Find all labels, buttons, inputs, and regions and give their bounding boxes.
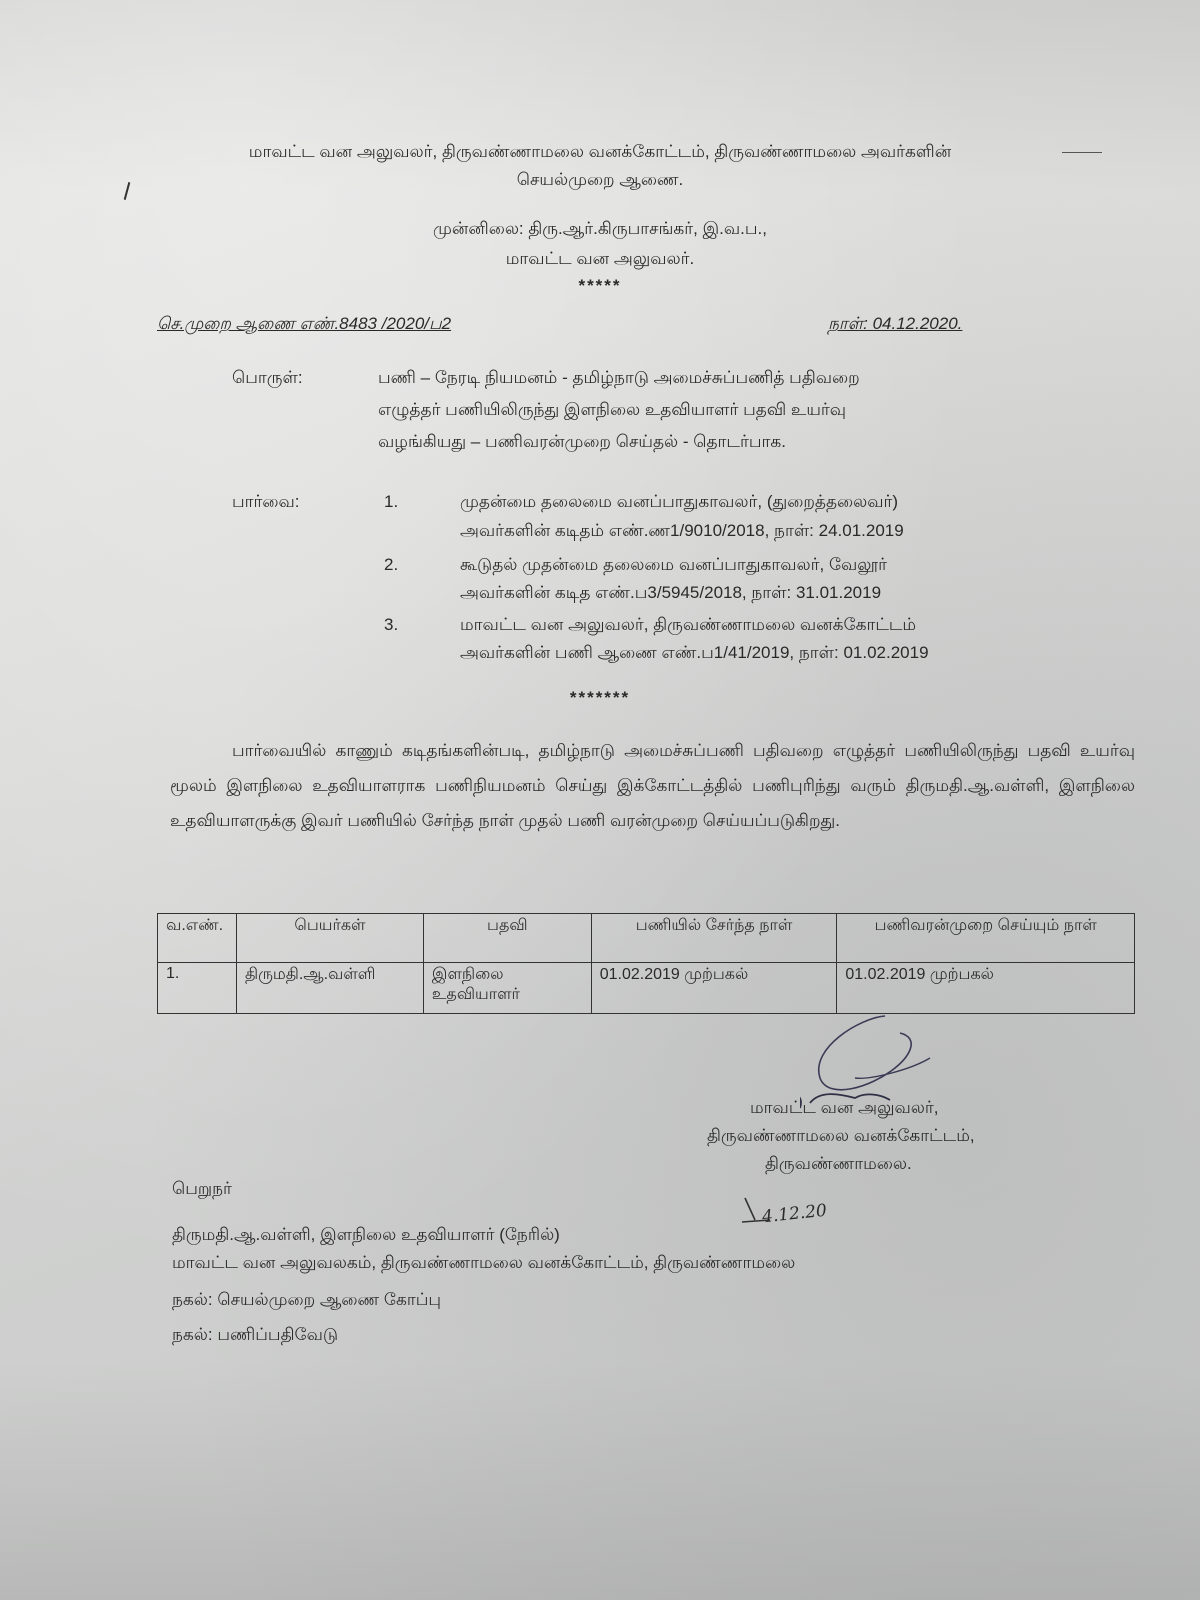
presence-stars: *****: [578, 276, 622, 295]
table-header-cell: பதவி: [423, 914, 591, 963]
presence-line-1: முன்னிலை: திரு.ஆர்.கிருபாசங்கர், இ.வ.ப.,: [433, 219, 767, 238]
table-cell: இளநிலை உதவியாளர்: [423, 963, 591, 1014]
table-cell: 01.02.2019 முற்பகல்: [837, 963, 1135, 1014]
subject-line-1: பணி – நேரடி நியமனம் - தமிழ்நாடு அமைச்சுப்பணித் பதிவறை: [378, 368, 860, 387]
table-cell: திருமதி.ஆ.வள்ளி: [236, 963, 423, 1014]
recipient-line-2: மாவட்ட வன அலுவலகம், திருவண்ணாமலை வனக்கோட்டம், திருவண்ணாமலை: [172, 1253, 796, 1272]
order-number: செ.முறை ஆணை எண்.8483 /2020/ப2: [157, 314, 452, 333]
copy-line-1: நகல்: செயல்முறை ஆணை கோப்பு: [172, 1290, 441, 1309]
table-header-row: [158, 914, 1135, 963]
recipient-label: பெறுநர்: [172, 1179, 232, 1198]
table-header-cell: பணியில் சேர்ந்த நாள்: [591, 914, 837, 963]
reference-2-line-1: கூடுதல் முதன்மை தலைமை வனப்பாதுகாவலர், வேலூர்: [460, 555, 887, 574]
header-line-1: மாவட்ட வன அலுவலர், திருவண்ணாமலை வனக்கோட்டம், திருவண்ணாமலை அவர்களின்: [248, 142, 952, 161]
references-label: பார்வை:: [232, 492, 300, 511]
header-line-2: செயல்முறை ஆணை.: [516, 170, 684, 189]
signatory-line-2: திருவண்ணாமலை வனக்கோட்டம்,: [707, 1126, 975, 1145]
reference-2-line-2: அவர்களின் கடித எண்.ப3/5945/2018, நாள்: 31.01.2019: [460, 583, 882, 602]
reference-2-number: 2.: [384, 555, 399, 574]
table-row: [158, 963, 1135, 1014]
table-header-cell: பணிவரன்முறை செய்யும் நாள்: [837, 914, 1135, 963]
signatory-line-1: மாவட்ட வன அலுவலர்,: [750, 1098, 939, 1117]
table-header-cell: வ.எண்.: [158, 914, 237, 963]
table-cell: 1.: [158, 963, 237, 1014]
subject-line-3: வழங்கியது – பணிவரன்முறை செய்தல் - தொடர்பாக.: [378, 432, 786, 451]
handwritten-date: 4.12.20: [761, 1200, 828, 1228]
order-date: நாள்: 04.12.2020.: [828, 314, 963, 333]
reference-1-line-2: அவர்களின் கடிதம் எண்.ண1/9010/2018, நாள்: 24.01.2019: [460, 521, 904, 540]
recipient-line-1: திருமதி.ஆ.வள்ளி, இளநிலை உதவியாளர் (நேரில்): [172, 1225, 560, 1244]
reference-3-number: 3.: [384, 615, 399, 634]
reference-1-number: 1.: [384, 492, 399, 511]
subject-line-2: எழுத்தர் பணியிலிருந்து இளநிலை உதவியாளர் பதவி உயர்வு: [378, 400, 847, 419]
body-paragraph: பார்வையில் காணும் கடிதங்களின்படி, தமிழ்நாடு அமைச்சுப்பணி பதிவறை எழுத்தர் பணியிலிருந்து பதவி உயர்வு மூலம் இளநிலை உதவியாளராக பணிநியமனம் செய்து இக்கோட்டத்தில் பணிபுரிந்து வரும் திருமதி.ஆ.வள்ளி, இளநிலை உதவியாளருக்கு இவர் பணியில் சேர்ந்த நாள் முதல் பணி வரன்முறை செய்யப்படுகிறது.: [170, 741, 1135, 830]
table-header-cell: பெயர்கள்: [236, 914, 423, 963]
references-stars: *******: [569, 688, 631, 707]
signatory-line-3: திருவண்ணாமலை.: [765, 1154, 912, 1173]
copy-line-2: நகல்: பணிப்பதிவேடு: [172, 1325, 339, 1344]
regularisation-table: [157, 913, 1135, 1014]
subject-label: பொருள்:: [232, 368, 303, 387]
reference-1-line-1: முதன்மை தலைமை வனப்பாதுகாவலர், (துறைத்தலைவர்): [460, 492, 899, 511]
table-cell: 01.02.2019 முற்பகல்: [591, 963, 837, 1014]
presence-line-2: மாவட்ட வன அலுவலர்.: [505, 249, 695, 268]
reference-3-line-2: அவர்களின் பணி ஆணை எண்.ப1/41/2019, நாள்: 01.02.2019: [460, 643, 929, 662]
reference-3-line-1: மாவட்ட வன அலுவலர், திருவண்ணாமலை வனக்கோட்டம்: [460, 615, 917, 634]
